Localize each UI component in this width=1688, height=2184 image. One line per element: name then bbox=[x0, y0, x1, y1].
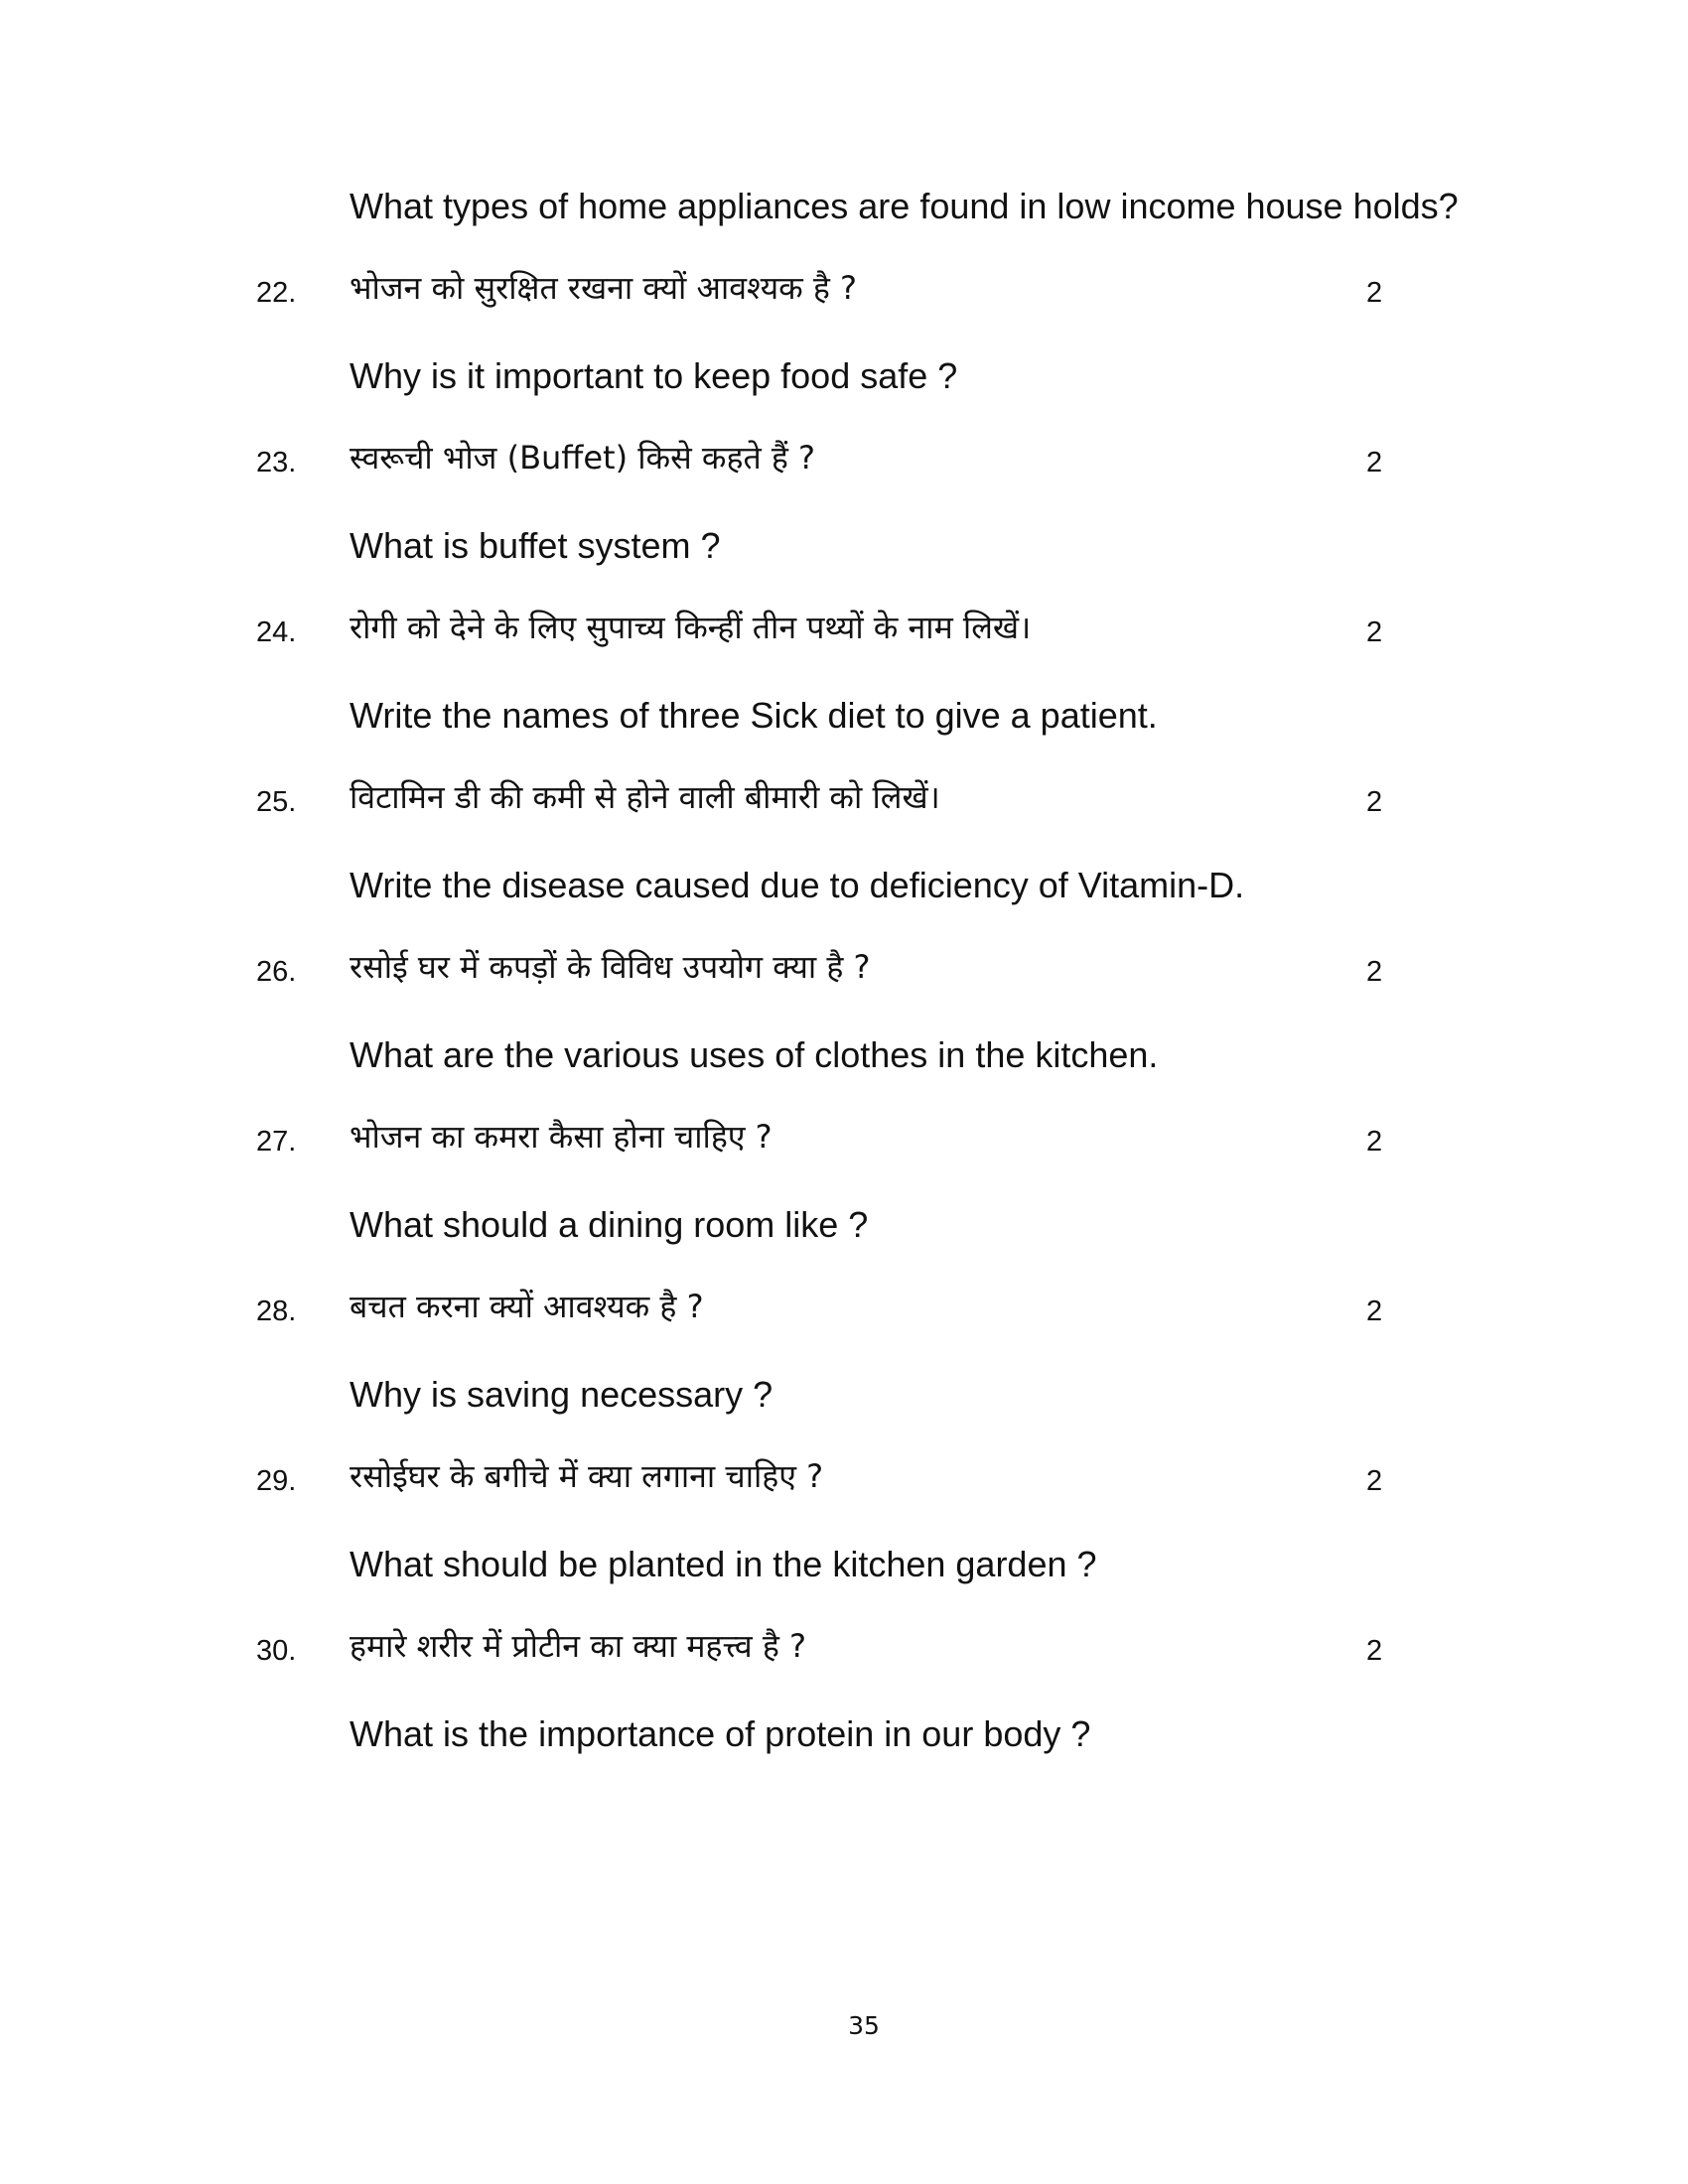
question-marks: 2 bbox=[1366, 1635, 1383, 1667]
question-english: What are the various uses of clothes in the kitchen. bbox=[350, 1034, 1159, 1075]
question-hindi: रोगी को देने के लिए सुपाच्य किन्हीं तीन पथ्यों के नाम लिखें। bbox=[350, 609, 1032, 646]
question-english: What is buffet system ? bbox=[350, 525, 721, 566]
question-number: 27. bbox=[256, 1126, 297, 1158]
question-number: 23. bbox=[256, 447, 297, 478]
question-marks: 2 bbox=[1366, 1465, 1383, 1497]
carryover-english-question: What types of home appliances are found in low income house holds? bbox=[350, 186, 1459, 226]
question-english: What should be planted in the kitchen garden ? bbox=[350, 1544, 1097, 1584]
question-number: 22. bbox=[256, 277, 297, 309]
question-marks: 2 bbox=[1366, 1126, 1383, 1158]
question-marks: 2 bbox=[1366, 1296, 1383, 1327]
question-number: 25. bbox=[256, 786, 297, 818]
page-number: 35 bbox=[848, 2011, 880, 2040]
question-hindi: रसोईघर के बगीचे में क्या लगाना चाहिए ? bbox=[350, 1457, 824, 1495]
question-english: Why is saving necessary ? bbox=[350, 1374, 774, 1415]
question-hindi: बचत करना क्यों आवश्यक है ? bbox=[350, 1288, 704, 1325]
question-english: What is the importance of protein in our body ? bbox=[350, 1713, 1091, 1754]
question-number: 26. bbox=[256, 956, 297, 988]
question-number: 30. bbox=[256, 1635, 297, 1667]
question-number: 29. bbox=[256, 1465, 297, 1497]
question-hindi: स्वरूची भोज (Buffet) किसे कहते हैं ? bbox=[350, 439, 816, 477]
question-hindi: भोजन का कमरा कैसा होना चाहिए ? bbox=[350, 1118, 773, 1156]
question-number: 28. bbox=[256, 1296, 297, 1327]
question-marks: 2 bbox=[1366, 447, 1383, 478]
question-english: What should a dining room like ? bbox=[350, 1204, 869, 1245]
question-marks: 2 bbox=[1366, 786, 1383, 818]
question-marks: 2 bbox=[1366, 277, 1383, 309]
question-number: 24. bbox=[256, 616, 297, 648]
question-hindi: रसोई घर में कपड़ों के विविध उपयोग क्या है ? bbox=[350, 948, 871, 986]
question-english: Why is it important to keep food safe ? bbox=[350, 355, 958, 396]
question-hindi: विटामिन डी की कमी से होने वाली बीमारी को लिखें। bbox=[350, 778, 940, 816]
question-hindi: हमारे शरीर में प्रोटीन का क्या महत्त्व है ? bbox=[350, 1627, 806, 1665]
question-hindi: भोजन को सुरक्षित रखना क्यों आवश्यक है ? bbox=[350, 269, 858, 307]
question-marks: 2 bbox=[1366, 956, 1383, 988]
question-marks: 2 bbox=[1366, 616, 1383, 648]
question-english: Write the disease caused due to deficiency of Vitamin-D. bbox=[350, 865, 1245, 905]
question-english: Write the names of three Sick diet to give a patient. bbox=[350, 695, 1158, 736]
